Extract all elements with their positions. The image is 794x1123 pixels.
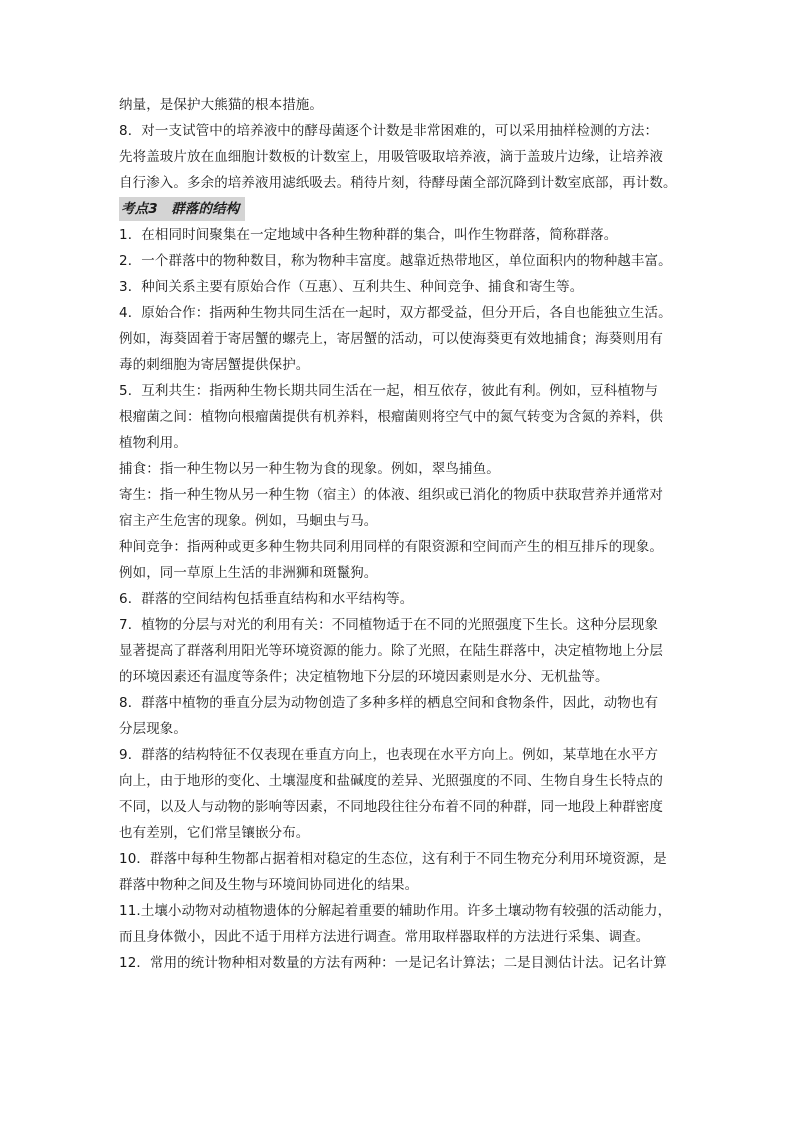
text-line: 8．对一支试管中的培养液中的酵母菌逐个计数是非常困难的，可以采用抽样检测的方法： [119,123,659,139]
text-line: 先将盖玻片放在血细胞计数板的计数室上，用吸管吸取培养液，滴于盖玻片边缘，让培养液 [119,149,663,165]
text-line: 寄生：指一种生物从另一种生物（宿主）的体液、组织或已消化的物质中获取营养并通常对 [119,487,663,503]
text-line: 宿主产生危害的现象。例如，马蛔虫与马。 [119,513,378,529]
text-line: 11.土壤小动物对动植物遗体的分解起着重要的辅助作用。许多土壤动物有较强的活动能力， [119,903,672,919]
section-heading: 考点3 群落的结构 [119,197,245,221]
text-line: 6．群落的空间结构包括垂直结构和水平结构等。 [119,591,414,607]
text-line: 12．常用的统计物种相对数量的方法有两种：一是记名计算法；二是目测估计法。记名计算 [119,955,667,971]
text-line: 显著提高了群落利用阳光等环境资源的能力。除了光照，在陆生群落中，决定植物地上分层 [119,643,663,659]
text-line: 种间竞争：指两种或更多种生物共同利用同样的有限资源和空间而产生的相互排斥的现象。 [119,539,663,555]
text-line: 5．互利共生：指两种生物长期共同生活在一起，相互依存，彼此有利。例如，豆科植物与 [119,383,659,399]
text-line: 7．植物的分层与对光的利用有关：不同植物适于在不同的光照强度下生长。这种分层现象 [119,617,659,633]
text-line: 例如，同一草原上生活的非洲狮和斑鬣狗。 [119,565,378,581]
text-line: 向上，由于地形的变化、土壤湿度和盐碱度的差异、光照强度的不同、生物自身生长特点的 [119,773,663,789]
text-line: 10．群落中每种生物都占据着相对稳定的生态位，这有利于不同生物充分利用环境资源，是 [119,851,667,867]
text-line: 捕食：指一种生物以另一种生物为食的现象。例如，翠鸟捕鱼。 [119,461,500,477]
section-heading-row [119,196,685,222]
text-line: 根瘤菌之间：植物向根瘤菌提供有机养料，根瘤菌则将空气中的氮气转变为含氮的养料，供 [119,409,663,425]
text-line: 纳量，是保护大熊猫的根本措施。 [119,97,323,113]
text-line: 毒的刺细胞为寄居蟹提供保护。 [119,357,310,373]
page-content [119,92,685,976]
text-line: 4．原始合作：指两种生物共同生活在一起时，双方都受益，但分开后，各自也能独立生活。 [119,305,672,321]
text-line: 的环境因素还有温度等条件；决定植物地下分层的环境因素则是水分、无机盐等。 [119,669,609,685]
text-line: 8．群落中植物的垂直分层为动物创造了多种多样的栖息空间和食物条件，因此，动物也有 [119,695,659,711]
text-line: 3．种间关系主要有原始合作（互惠）、互利共生、种间竞争、捕食和寄生等。 [119,279,584,295]
text-line: 2．一个群落中的物种数目，称为物种丰富度。越靠近热带地区，单位面积内的物种越丰富。 [119,253,672,269]
text-line: 1．在相同时间聚集在一定地域中各种生物种群的集合，叫作生物群落，简称群落。 [119,227,618,243]
text-line: 自行渗入。多余的培养液用滤纸吸去。稍待片刻，待酵母菌全部沉降到计数室底部，再计数。 [119,175,677,191]
text-line: 例如，海葵固着于寄居蟹的螺壳上，寄居蟹的活动，可以使海葵更有效地捕食；海葵则用有 [119,331,663,347]
text-line: 9．群落的结构特征不仅表现在垂直方向上，也表现在水平方向上。例如，某草地在水平方 [119,747,659,763]
text-line: 也有差别，它们常呈镶嵌分布。 [119,825,310,841]
text-line: 不同，以及人与动物的影响等因素，不同地段往往分布着不同的种群，同一地段上种群密度 [119,799,663,815]
text-line: 分层现象。 [119,721,187,737]
text-line: 植物利用。 [119,435,187,451]
text-line: 群落中物种之间及生物与环境间协同进化的结果。 [119,877,419,893]
text-line: 而且身体微小，因此不适于用样方法进行调查。常用取样器取样的方法进行采集、调查。 [119,929,650,945]
